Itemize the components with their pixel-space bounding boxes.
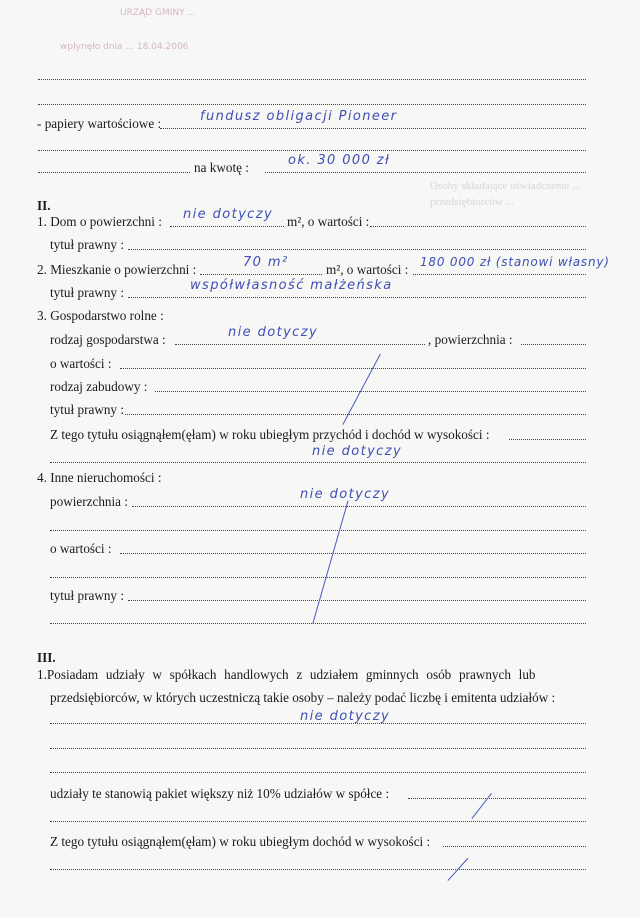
cross-out-stroke (312, 500, 349, 623)
house-title-label: tytuł prawny : (50, 237, 124, 252)
dotted-line (125, 414, 586, 415)
bleed-text-1: Osoby składające oświadczenie ... (430, 180, 581, 192)
dotted-line (521, 344, 586, 345)
other-area-label: powierzchnia : (50, 494, 128, 509)
dotted-line (50, 748, 586, 749)
other-value-label: o wartości : (50, 541, 112, 556)
securities-label: - papiery wartościowe : (37, 116, 162, 131)
shares-question-line-1: 1.Posiadam udziały w spółkach handlowych z udziałem gminnych osób prawnych lub (37, 667, 536, 682)
dotted-line (50, 821, 586, 822)
securities-value: fundusz obligacji Pioneer (200, 109, 398, 124)
dotted-line (160, 128, 586, 129)
dotted-line (200, 274, 322, 275)
dotted-line (120, 368, 586, 369)
dotted-line (38, 104, 586, 105)
amount-label: na kwotę : (194, 160, 249, 175)
dotted-line (408, 798, 586, 799)
shares-over-10-label: udziały te stanowią pakiet większy niż 10% udziałów w spółce : (50, 786, 390, 801)
dotted-line (170, 226, 284, 227)
dotted-line (38, 79, 586, 80)
other-property-label: 4. Inne nieruchomości : (37, 470, 162, 485)
farm-title-label: tytuł prawny : (50, 402, 124, 417)
flat-area-label: 2. Mieszkanie o powierzchni : (37, 262, 197, 277)
faint-stamp-line-2: wpłynęło dnia ... 18.04.2006 (60, 42, 189, 52)
dotted-line (38, 150, 586, 151)
farm-type-label: rodzaj gospodarstwa : (50, 332, 166, 347)
shares-question-line-2: przedsiębiorców, w których uczestniczą takie osoby – należy podać liczbę i emitenta udziałów : (50, 690, 556, 705)
farm-type-value: nie dotyczy (228, 325, 319, 340)
house-area-label: 1. Dom o powierzchni : (37, 214, 162, 229)
flat-value-label: m², o wartości : (326, 262, 409, 277)
dotted-line (50, 530, 586, 531)
dotted-line (175, 344, 425, 345)
dotted-line (128, 600, 586, 601)
dotted-line (38, 172, 190, 173)
dotted-line (50, 577, 586, 578)
dotted-line (50, 772, 586, 773)
dotted-line (120, 553, 586, 554)
dotted-line (413, 274, 586, 275)
other-area-value: nie dotyczy (300, 487, 391, 502)
dotted-line (50, 462, 586, 463)
farm-income-label: Z tego tytułu osiągnąłem(ęłam) w roku ubiegłym przychód i dochód w wysokości : (50, 427, 490, 442)
flat-title-label: tytuł prawny : (50, 285, 124, 300)
shares-income-label: Z tego tytułu osiągnąłem(ęłam) w roku ubiegłym dochód w wysokości : (50, 834, 431, 849)
dotted-line (50, 623, 586, 624)
house-area-value: nie dotyczy (183, 207, 274, 222)
house-value-label: m², o wartości : (287, 214, 370, 229)
dotted-line (370, 226, 586, 227)
farm-value-label: o wartości : (50, 356, 112, 371)
flat-value-value: 180 000 zł (stanowi własny) (420, 255, 610, 269)
dotted-line (128, 297, 586, 298)
dotted-line (265, 172, 586, 173)
dotted-line (128, 249, 586, 250)
cross-out-stroke (471, 793, 492, 819)
farm-income-value: nie dotyczy (312, 444, 403, 459)
faint-stamp-line-1: URZĄD GMINY ... (120, 8, 197, 18)
shares-value: nie dotyczy (300, 709, 391, 724)
farm-buildings-label: rodzaj zabudowy : (50, 379, 148, 394)
flat-area-value: 70 m² (243, 255, 289, 270)
dotted-line (132, 506, 586, 507)
dotted-line (443, 846, 586, 847)
other-title-label: tytuł prawny : (50, 588, 124, 603)
amount-value: ok. 30 000 zł (288, 153, 391, 168)
section-heading-iii: III. (37, 650, 56, 665)
farm-label: 3. Gospodarstwo rolne : (37, 308, 164, 323)
farm-area-label: , powierzchnia : (428, 332, 513, 347)
dotted-line (50, 869, 586, 870)
bleed-text-2: przedsiębiorców ... (430, 196, 514, 208)
dotted-line (509, 439, 586, 440)
section-heading-ii: II. (37, 198, 51, 213)
flat-title-value: współwłasność małżeńska (190, 278, 393, 293)
dotted-line (155, 391, 586, 392)
